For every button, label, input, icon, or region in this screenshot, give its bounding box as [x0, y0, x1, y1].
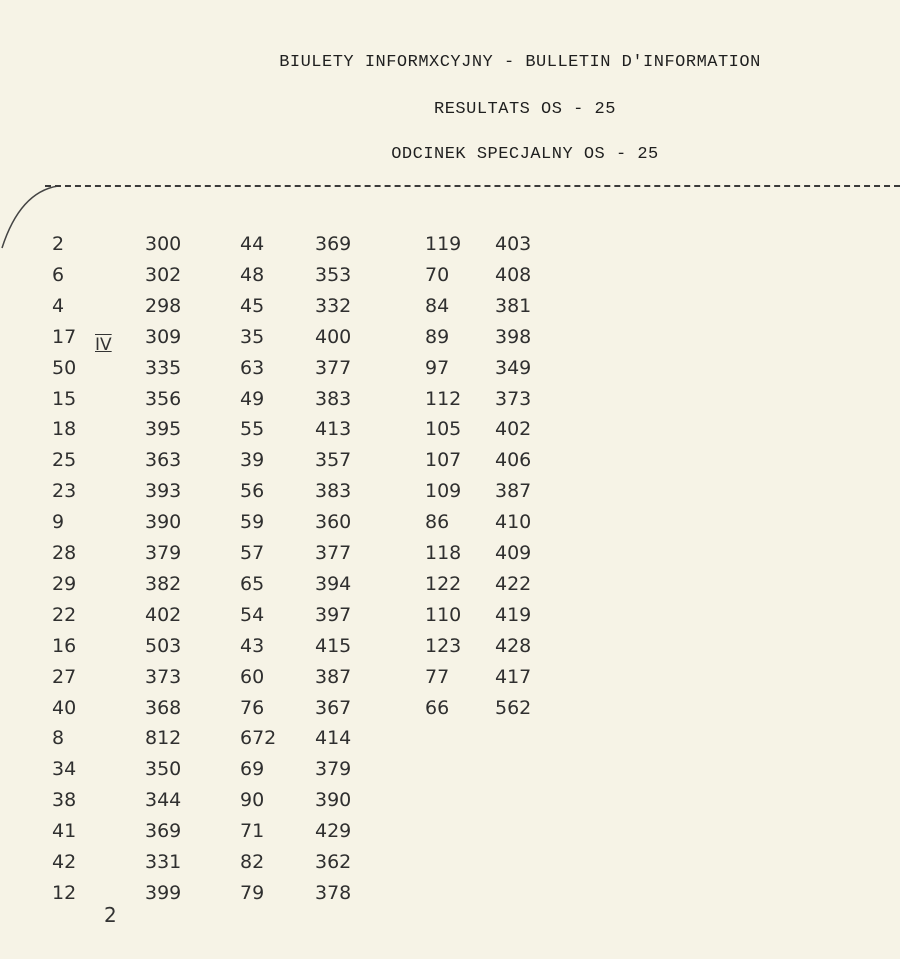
table-cell-col1: 23 [52, 480, 77, 503]
table-cell-col5: 109 [425, 480, 462, 503]
table-cell-col2: 300 [145, 233, 182, 255]
table-cell-col5: 89 [425, 325, 450, 348]
table-cell-col6: 410 [495, 511, 532, 534]
table-cell-col6: 562 [495, 696, 532, 719]
table-cell-col5: 123 [425, 634, 462, 657]
table-cell-col4: 379 [315, 758, 352, 781]
table-cell-col3: 56 [240, 480, 265, 503]
table-cell-col4: 394 [315, 572, 352, 595]
table-cell-col3: 76 [240, 696, 265, 719]
table-cell-col1: 22 [52, 603, 77, 626]
table-cell-col6: 381 [495, 294, 532, 317]
table-cell-col1: 6 [52, 263, 65, 286]
table-cell-col4: 397 [315, 603, 352, 626]
table-cell-col3: 60 [240, 665, 265, 688]
table-cell-col5: 97 [425, 356, 450, 379]
table-cell-col1: 50 [52, 356, 77, 379]
table-cell-col1: 15 [52, 387, 77, 410]
table-cell-col3: 43 [240, 634, 265, 657]
table-cell-col6: 409 [495, 542, 532, 564]
table-cell-col4: 429 [315, 820, 352, 843]
table-cell-col6: 419 [495, 603, 532, 626]
special-stage-heading: ODCINEK SPECJALNY OS - 25 [391, 145, 659, 164]
table-cell-col4: 414 [315, 727, 352, 750]
handwritten-mark: 2 [104, 903, 117, 927]
table-cell-col3: 44 [240, 233, 265, 255]
table-cell-col5: 119 [425, 233, 462, 255]
table-cell-col5: 122 [425, 572, 462, 595]
table-cell-col3: 49 [240, 387, 265, 410]
table-cell-col4: 415 [315, 634, 352, 657]
table-cell-col4: 383 [315, 480, 352, 503]
hand-drawn-line [0, 170, 60, 250]
table-cell-col2: 356 [145, 387, 182, 410]
table-cell-col6: 387 [495, 480, 532, 503]
table-cell-col1: 40 [52, 696, 77, 719]
table-cell-col1: 42 [52, 851, 77, 873]
table-cell-col4: 377 [315, 356, 352, 379]
table-cell-col6: 408 [495, 263, 532, 286]
table-cell-col5: 84 [425, 294, 450, 317]
table-cell-col1: 27 [52, 665, 77, 688]
table-cell-col4: 362 [315, 851, 352, 873]
bulletin-title: BIULETY INFORMXCYJNY - BULLETIN D'INFORMATION [279, 53, 761, 72]
roman-numeral-mark: IV [95, 335, 112, 355]
table-cell-col3: 48 [240, 263, 265, 286]
table-cell-col3: 65 [240, 572, 265, 595]
table-cell-col1: 41 [52, 820, 77, 843]
table-cell-col5: 105 [425, 418, 462, 441]
table-cell-col3: 79 [240, 881, 265, 904]
table-cell-col4: 377 [315, 542, 352, 564]
table-cell-col4: 383 [315, 387, 352, 410]
table-cell-col5: 70 [425, 263, 450, 286]
table-cell-col2: 368 [145, 696, 182, 719]
table-cell-col4: 390 [315, 789, 352, 812]
table-cell-col5: 66 [425, 696, 450, 719]
table-cell-col5: 118 [425, 542, 462, 564]
table-cell-col4: 400 [315, 325, 352, 348]
table-cell-col6: 373 [495, 387, 532, 410]
table-cell-col4: 353 [315, 263, 352, 286]
table-cell-col3: 71 [240, 820, 265, 843]
table-cell-col4: 360 [315, 511, 352, 534]
table-cell-col5: 77 [425, 665, 450, 688]
table-cell-col5: 110 [425, 603, 462, 626]
table-cell-col2: 369 [145, 820, 182, 843]
table-cell-col1: 12 [52, 881, 77, 904]
table-cell-col6: 422 [495, 572, 532, 595]
table-cell-col3: 63 [240, 356, 265, 379]
table-cell-col1: 25 [52, 449, 77, 472]
table-cell-col3: 54 [240, 603, 265, 626]
table-cell-col6: 428 [495, 634, 532, 657]
table-cell-col2: 382 [145, 572, 182, 595]
table-cell-col2: 812 [145, 727, 182, 750]
table-cell-col4: 369 [315, 233, 352, 255]
table-cell-col3: 39 [240, 449, 265, 472]
table-cell-col2: 390 [145, 511, 182, 534]
table-cell-col2: 309 [145, 325, 182, 348]
table-cell-col5: 107 [425, 449, 462, 472]
table-cell-col4: 332 [315, 294, 352, 317]
table-cell-col1: 4 [52, 294, 65, 317]
table-cell-col2: 379 [145, 542, 182, 564]
table-cell-col2: 363 [145, 449, 182, 472]
table-cell-col6: 398 [495, 325, 532, 348]
table-cell-col4: 413 [315, 418, 352, 441]
table-cell-col2: 298 [145, 294, 182, 317]
table-cell-col1: 9 [52, 511, 65, 534]
table-cell-col6: 349 [495, 356, 532, 379]
table-cell-col1: 18 [52, 418, 77, 441]
table-cell-col3: 90 [240, 789, 265, 812]
table-cell-col2: 395 [145, 418, 182, 441]
table-cell-col6: 403 [495, 233, 532, 255]
results-heading: RESULTATS OS - 25 [434, 100, 616, 119]
table-cell-col1: 8 [52, 727, 65, 750]
table-cell-col1: 16 [52, 634, 77, 657]
table-cell-col2: 402 [145, 603, 182, 626]
table-cell-col4: 387 [315, 665, 352, 688]
table-cell-col3: 35 [240, 325, 265, 348]
table-cell-col5: 86 [425, 511, 450, 534]
table-cell-col6: 402 [495, 418, 532, 441]
table-cell-col1: 2 [52, 233, 65, 255]
table-cell-col3: 82 [240, 851, 265, 873]
table-cell-col4: 378 [315, 881, 352, 904]
table-cell-col3: 45 [240, 294, 265, 317]
table-cell-col1: 17 [52, 325, 77, 348]
table-cell-col1: 29 [52, 572, 77, 595]
table-cell-col2: 393 [145, 480, 182, 503]
table-cell-col1: 28 [52, 542, 77, 564]
table-cell-col3: 672 [240, 727, 277, 750]
table-cell-col4: 367 [315, 696, 352, 719]
table-cell-col3: 55 [240, 418, 265, 441]
table-cell-col2: 399 [145, 881, 182, 904]
table-cell-col1: 34 [52, 758, 77, 781]
table-cell-col2: 302 [145, 263, 182, 286]
table-cell-col3: 57 [240, 542, 265, 564]
table-cell-col2: 331 [145, 851, 182, 873]
table-cell-col1: 38 [52, 789, 77, 812]
table-cell-col2: 335 [145, 356, 182, 379]
table-cell-col4: 357 [315, 449, 352, 472]
table-cell-col2: 350 [145, 758, 182, 781]
table-cell-col3: 59 [240, 511, 265, 534]
table-cell-col3: 69 [240, 758, 265, 781]
table-cell-col2: 344 [145, 789, 182, 812]
table-cell-col6: 406 [495, 449, 532, 472]
table-cell-col2: 373 [145, 665, 182, 688]
separator-rule [45, 185, 900, 187]
table-cell-col5: 112 [425, 387, 462, 410]
table-cell-col6: 417 [495, 665, 532, 688]
table-cell-col2: 503 [145, 634, 182, 657]
